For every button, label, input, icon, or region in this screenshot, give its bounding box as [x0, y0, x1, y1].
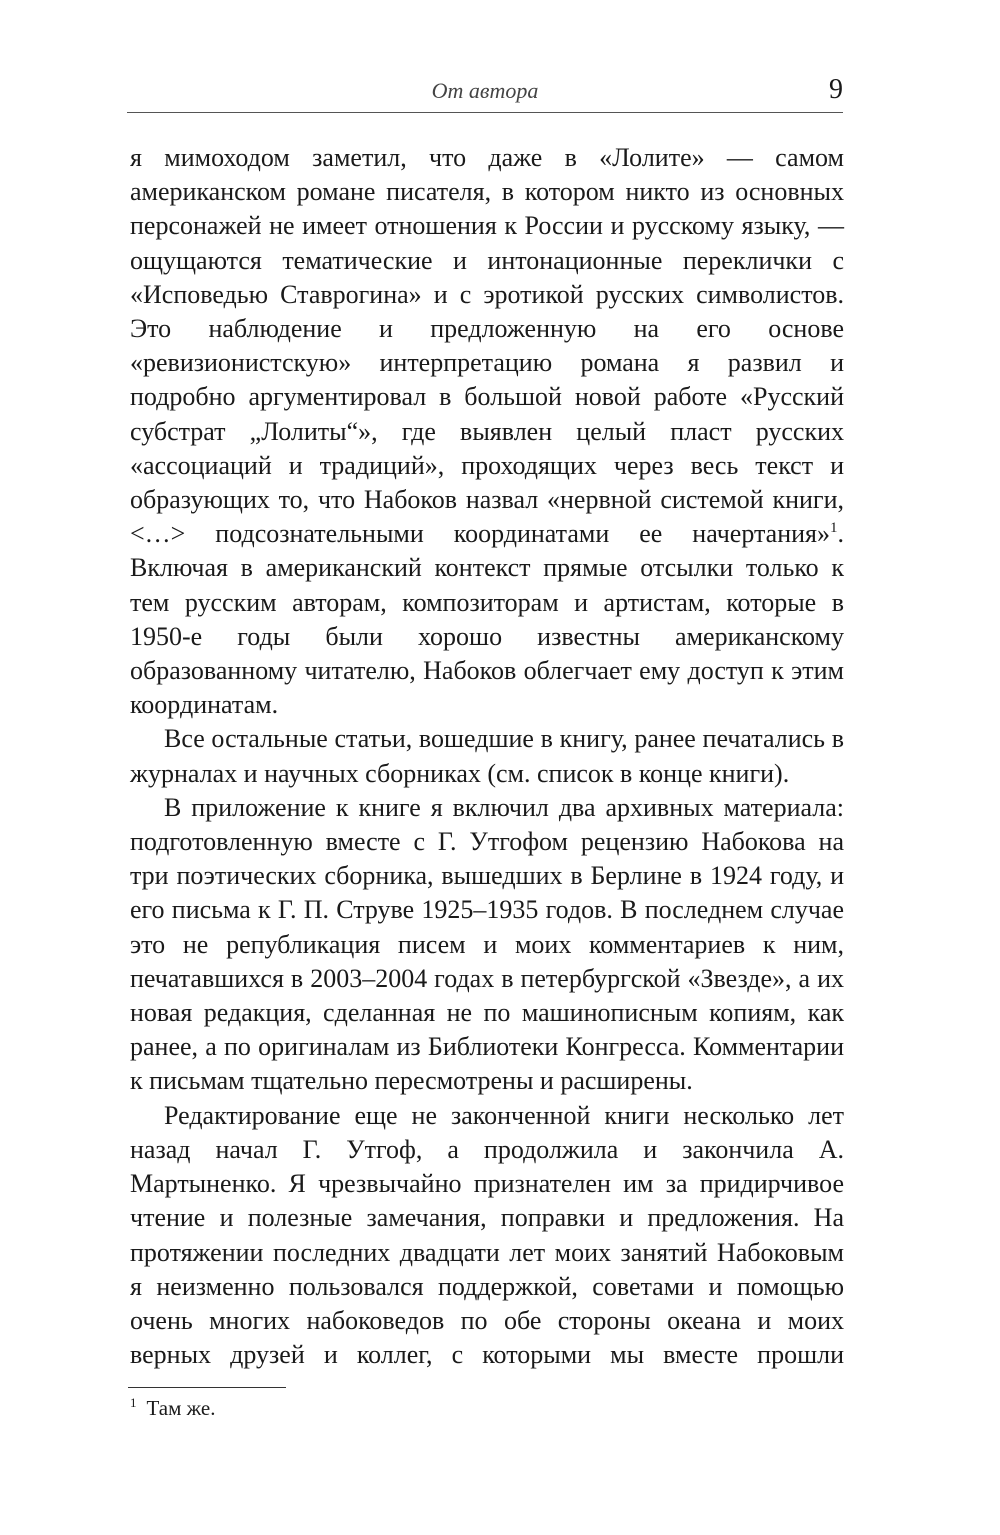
running-head — [127, 76, 843, 110]
footnote-marker: 1 — [130, 1395, 137, 1410]
footnote-divider — [128, 1387, 286, 1388]
running-title: От автора — [431, 78, 539, 103]
paragraph-1-text: я мимоходом заметил, что даже в «Лолите» — самом американском романе писателя, в котором никто из основных персонажей не имеет отношения к России и русскому языку, — ощущаются тематические и интонационные переклички с «Исповедью Ставрогина» и с эротикой русских символистов. Это наблюдение и предложенную на его основе «ревизионистскую» интерпретацию романа я развил и подробно аргументировал в большой новой работе «Русский субстрат „Лолиты“», где выявлен целый пласт русских «ассоциаций и традиций», проходящих через весь текст и образующих то, что Набоков назвал «нервной системой книги, <…> подсознательными координатами ее начертания» — [130, 143, 844, 549]
body-text — [130, 141, 844, 1372]
paragraph-1 — [130, 141, 844, 722]
header-divider — [127, 112, 843, 113]
paragraph-3: В приложение к книге я включил два архивных материала: подготовленную вместе с Г. Утгофом рецензию Набокова на три поэтических сборника, вышедших в Берлине в 1924 году, и его письма к Г. П. Струве 1925–1935 годов. В последнем случае это не републикация писем и моих комментариев к ним, печатавшихся в 2003–2004 годах в петербургской «Звезде», а их новая редакция, сделанная не по машинописным копиям, как ранее, а по оригиналам из Библиотеки Конгресса. Комментарии к письмам тщательно пересмотрены и расширены. — [130, 792, 844, 1096]
paragraph-1-text-continued: . Включая в американский контекст прямые отсылки только к тем русским авторам, композиторам и артистам, которые в 1950-е годы были хорошо известны американскому образованному читателю, Набоков облегчает ему доступ к этим координатам. — [130, 519, 844, 720]
footnote-reference: 1 — [830, 520, 838, 537]
paragraph-2: Все остальные статьи, вошедшие в книгу, ранее печатались в журналах и научных сборниках (см. список в конце книги). — [130, 724, 844, 788]
footnote — [130, 1394, 215, 1422]
paragraph-4: Редактирование еще не законченной книги несколько лет назад начал Г. Утгоф, а продолжила и закончила А. Мартыненко. Я чрезвычайно признателен им за придирчивое чтение и полезные замечания, поправки и предложения. На протяжении последних двадцати лет моих занятий Набоковым я неизменно пользовался поддержкой, советами и помощью очень многих набоковедов по обе стороны океана и моих верных друзей и коллег, с которыми мы вместе прошли — [130, 1100, 844, 1370]
footnote-text: Там же. — [146, 1396, 216, 1420]
page-number: 9 — [829, 74, 843, 105]
